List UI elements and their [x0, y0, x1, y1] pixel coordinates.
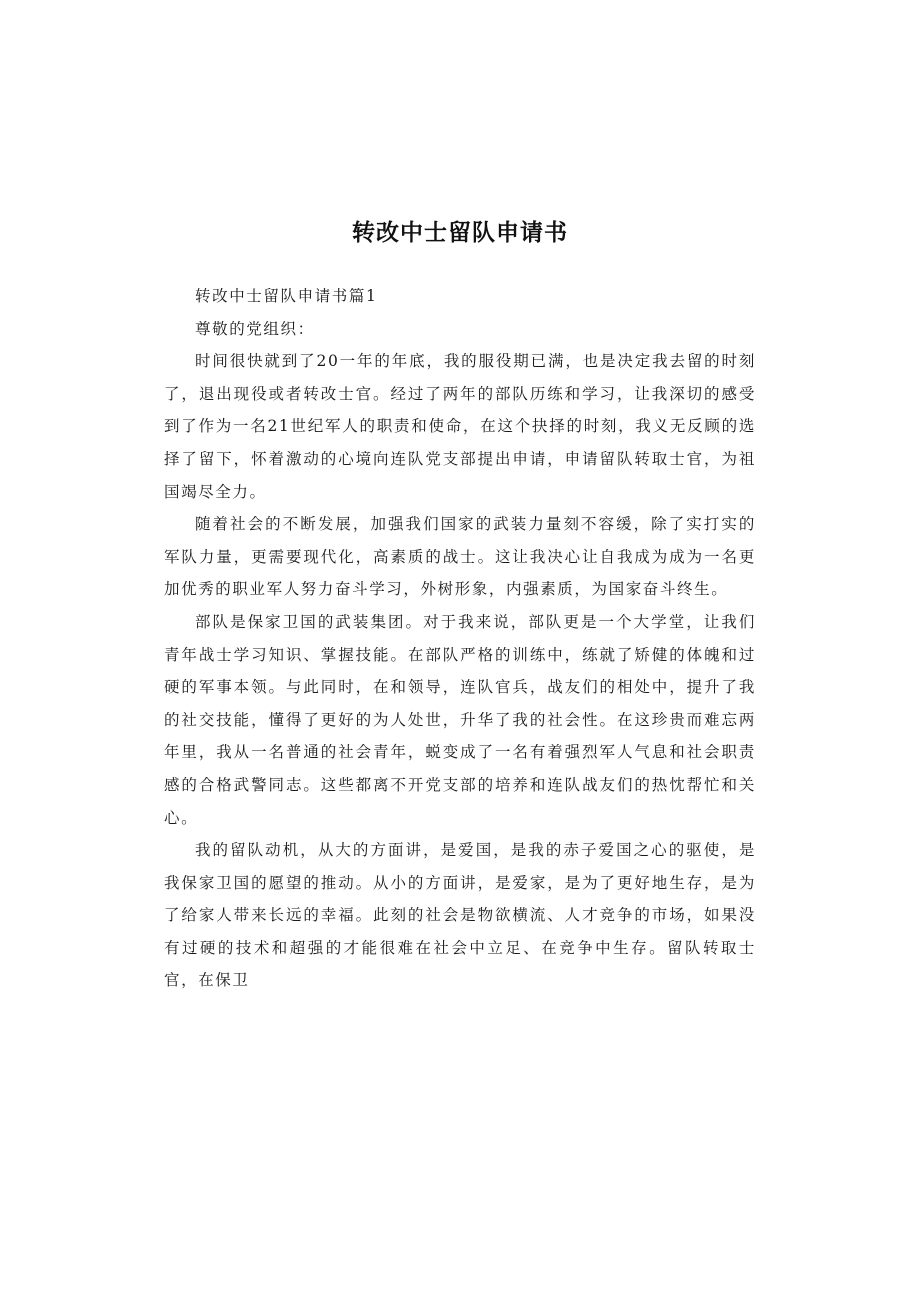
paragraph-1: 时间很快就到了20一年的年底，我的服役期已满，也是决定我去留的时刻了，退出现役或者转改士官。经过了两年的部队历练和学习，让我深切的感受到了作为一名21世纪军人的职责和使命，在这个抉择的时刻，我义无反顾的选择了留下，怀着激动的心境向连队党支部提出申请，申请留队转取士官，为祖国竭尽全力。 — [164, 352, 756, 501]
paragraph-3: 部队是保家卫国的武装集团。对于我来说，部队更是一个大学堂，让我们青年战士学习知识、掌握技能。在部队严格的训练中，练就了矫健的体魄和过硬的军事本领。与此同时，在和领导，连队官兵，战友们的相处中，提升了我的社交技能，懂得了更好的为人处世，升华了我的社会性。在这珍贵而难忘两年里，我从一名普通的社会青年，蜕变成了一名有着强烈军人气息和社会职责感的合格武警同志。这些都离不开党支部的培养和连队战友们的热忱帮忙和关心。 — [164, 612, 756, 827]
paragraph-4: 我的留队动机，从大的方面讲，是爱国，是我的赤子爱国之心的驱使，是我保家卫国的愿望的推动。从小的方面讲，是爱家，是为了更好地生存，是为了给家人带来长远的幸福。此刻的社会是物欲横流、人才竞争的市场，如果没有过硬的技术和超强的才能很难在社会中立足、在竞争中生存。留队转取士官，在保卫 — [164, 841, 756, 990]
document-body — [164, 280, 756, 997]
subtitle-line: 转改中士留队申请书篇1 — [195, 287, 378, 305]
paragraph-2: 随着社会的不断发展，加强我们国家的武装力量刻不容缓，除了实打实的军队力量，更需要现代化，高素质的战士。这让我决心让自我成为成为一名更加优秀的职业军人努力奋斗学习，外树形象，内强素质，为国家奋斗终生。 — [164, 515, 756, 599]
salutation: 尊敬的党组织： — [195, 319, 315, 338]
document-title: 转改中士留队申请书 — [352, 220, 568, 246]
